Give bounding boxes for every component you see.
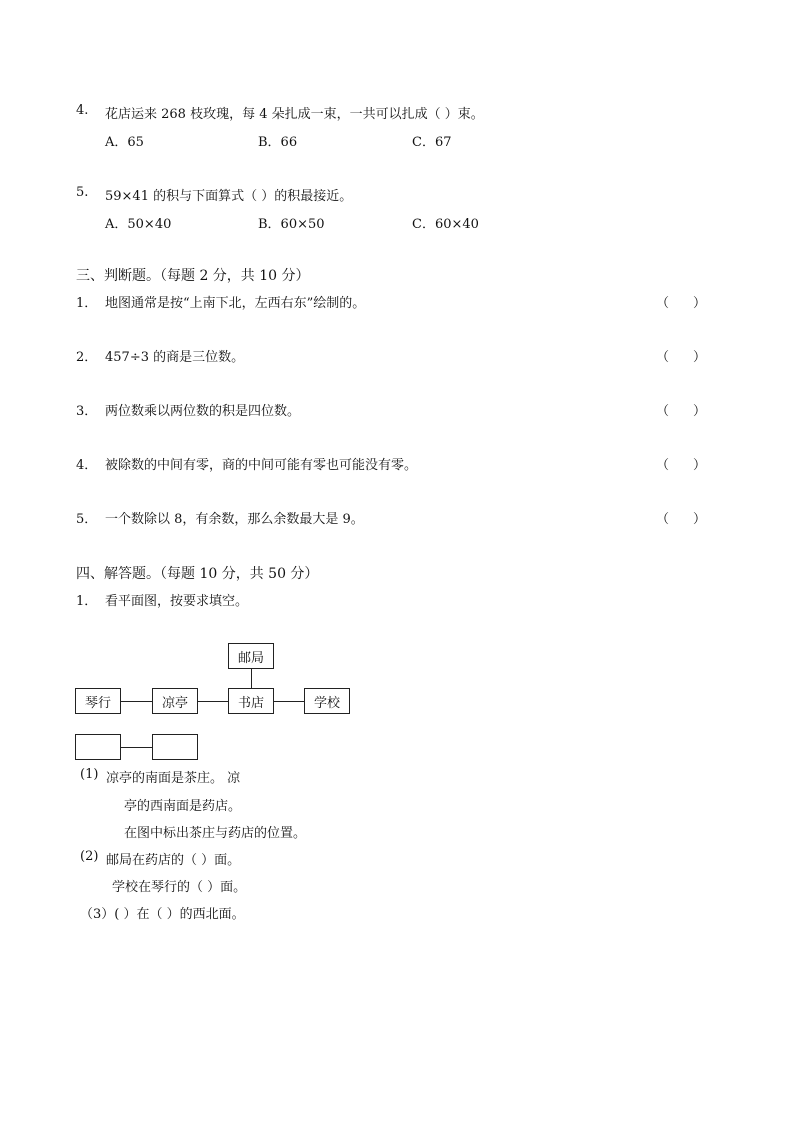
sub1-line2: 亭的西南面是药店。 (124, 799, 242, 814)
judge-item-2-number: 2． (76, 350, 98, 365)
judge-item-2-answer-blank[interactable]: （ ） (656, 350, 706, 365)
judge-item-5-number: 5． (76, 512, 98, 527)
judge-item-4-answer-blank[interactable]: （ ） (656, 458, 706, 473)
question-5-number: 5. (76, 185, 89, 200)
judge-item-2-text: 457÷3 的商是三位数。 (105, 350, 245, 365)
judge-item-1-text: 地图通常是按“上南下北，左西右东”绘制的。 (105, 296, 366, 311)
map-connector-piano-pavilion (121, 701, 152, 702)
question-4-text: 花店运来 268 枝玫瑰，每 4 朵扎成一束，一共可以扎成（ ）束。 (105, 107, 484, 122)
answer-q1-text: 看平面图，按要求填空。 (105, 594, 249, 609)
map-box-pavilion: 凉亭 (152, 688, 198, 714)
judge-item-3-number: 3． (76, 404, 98, 419)
question-5-text: 59×41 的积与下面算式（ ）的积最接近。 (105, 189, 353, 204)
map-box-bookstore: 书店 (228, 688, 274, 714)
map-connector-blank (121, 747, 152, 748)
judge-item-1-answer-blank[interactable]: （ ） (656, 296, 706, 311)
judge-section-title: 三、判断题。（每题 2 分，共 10 分） (76, 268, 310, 284)
map-connector-bookstore-school (274, 701, 304, 702)
question-4-option-a: A．65 (105, 135, 144, 150)
sub1-label: (1) (80, 767, 99, 782)
answer-section-title: 四、解答题。（每题 10 分，共 50 分） (76, 566, 319, 582)
map-box-blank-south[interactable] (152, 734, 198, 760)
judge-item-5-text: 一个数除以 8，有余数，那么余数最大是 9。 (105, 512, 364, 527)
map-box-school: 学校 (304, 688, 350, 714)
judge-item-4-number: 4． (76, 458, 98, 473)
map-connector-pavilion-bookstore (198, 701, 228, 702)
judge-item-1-number: 1． (76, 296, 98, 311)
question-4-number: 4. (76, 103, 89, 118)
sub3-line: （3）( ）在（ ）的西北面。 (80, 907, 245, 922)
sub2-line2: 学校在琴行的（ ）面。 (112, 880, 247, 895)
question-5-option-a: A．50×40 (105, 217, 172, 232)
sub1-line1: 凉亭的南面是茶庄。 凉 (106, 771, 241, 786)
map-box-blank-southwest[interactable] (75, 734, 121, 760)
question-4-option-c: C．67 (412, 135, 452, 150)
judge-item-3-answer-blank[interactable]: （ ） (656, 404, 706, 419)
sub2-label: (2) (80, 849, 99, 864)
answer-q1-number: 1． (76, 594, 98, 609)
question-5-option-b: B．60×50 (258, 217, 325, 232)
judge-item-4-text: 被除数的中间有零，商的中间可能有零也可能没有零。 (105, 458, 418, 473)
sub2-line1: 邮局在药店的（ ）面。 (106, 853, 241, 868)
question-5-option-c: C．60×40 (412, 217, 479, 232)
judge-item-3-text: 两位数乘以两位数的积是四位数。 (105, 404, 301, 419)
map-connector-post-office-bookstore (251, 669, 252, 688)
question-4-option-b: B．66 (258, 135, 298, 150)
map-box-piano-shop: 琴行 (75, 688, 121, 714)
map-box-post-office: 邮局 (228, 643, 274, 669)
sub1-line3: 在图中标出茶庄与药店的位置。 (124, 826, 307, 841)
judge-item-5-answer-blank[interactable]: （ ） (656, 512, 706, 527)
